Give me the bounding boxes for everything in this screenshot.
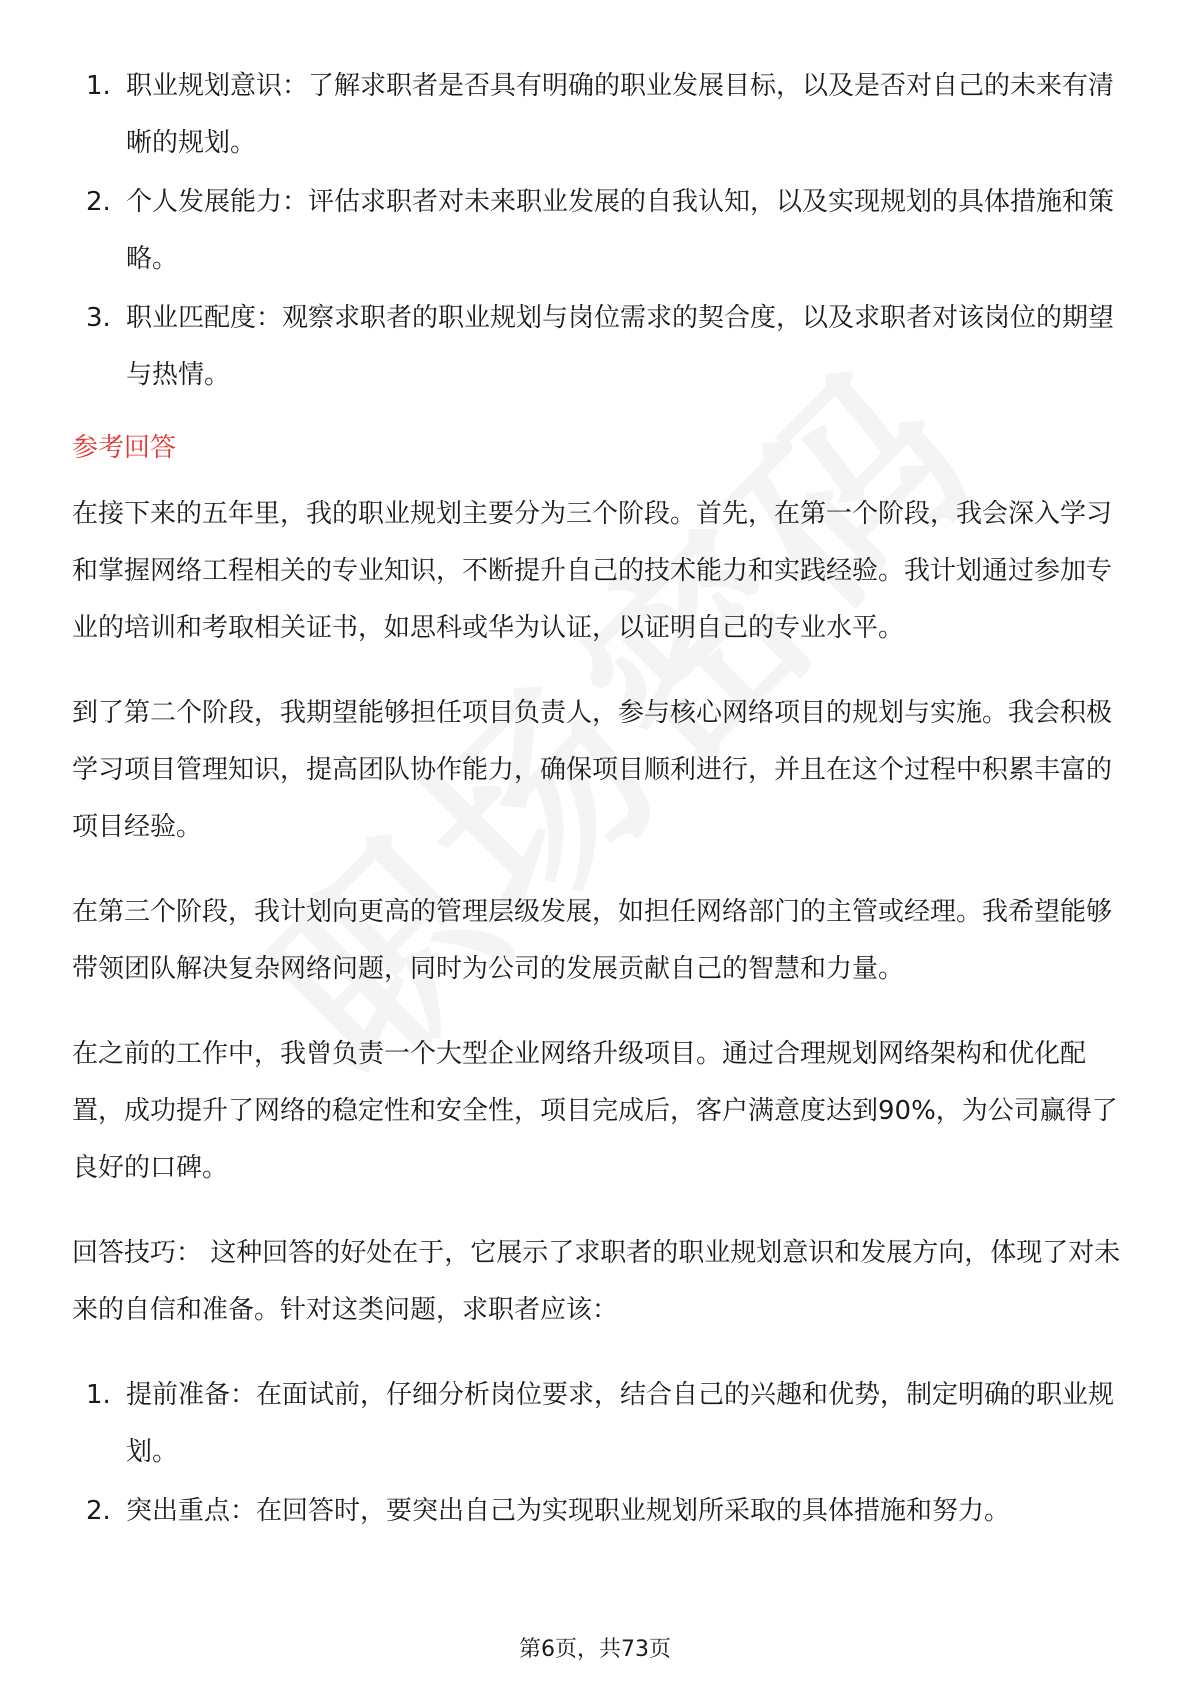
- list-item: [72, 174, 1122, 288]
- paragraph: 在接下来的五年里，我的职业规划主要分为三个阶段。首先，在第一个阶段，我会深入学习和掌握网络工程相关的专业知识，不断提升自己的技术能力和实践经验。我计划通过参加专业的培训和考取相关证书，如思科或华为认证，以证明自己的专业水平。: [72, 499, 1113, 643]
- list-item: [72, 1483, 1122, 1540]
- list-number: 3.: [86, 303, 111, 333]
- list-item: [72, 1367, 1122, 1481]
- list-number: 2.: [86, 1496, 111, 1526]
- criteria-list: [72, 58, 1122, 404]
- paragraph: 在之前的工作中，我曾负责一个大型企业网络升级项目。通过合理规划网络架构和优化配置，成功提升了网络的稳定性和安全性，项目完成后，客户满意度达到90%，为公司赢得了良好的口碑。: [72, 1039, 1118, 1183]
- list-number: 2.: [86, 187, 111, 217]
- list-item: [72, 58, 1122, 172]
- list-item-text: 职业匹配度：观察求职者的职业规划与岗位需求的契合度，以及求职者对该岗位的期望与热情。: [126, 303, 1115, 390]
- paragraph: 回答技巧： 这种回答的好处在于，它展示了求职者的职业规划意识和发展方向，体现了对未来的自信和准备。针对这类问题，求职者应该：: [72, 1238, 1121, 1325]
- document-body: [72, 58, 1122, 1542]
- list-item-text: 职业规划意识：了解求职者是否具有明确的职业发展目标，以及是否对自己的未来有清晰的规划。: [126, 71, 1115, 158]
- list-item-text: 提前准备：在面试前，仔细分析岗位要求，结合自己的兴趣和优势，制定明确的职业规划。: [126, 1380, 1115, 1467]
- list-item-text: 突出重点：在回答时，要突出自己为实现职业规划所采取的具体措施和努力。: [126, 1496, 1011, 1526]
- list-item: [72, 290, 1122, 404]
- tips-list: [72, 1367, 1122, 1540]
- paragraph: 在第三个阶段，我计划向更高的管理层级发展，如担任网络部门的主管或经理。我希望能够带领团队解决复杂网络问题，同时为公司的发展贡献自己的智慧和力量。: [72, 897, 1113, 984]
- section-heading: 参考回答: [72, 433, 177, 463]
- list-number: 1.: [86, 71, 111, 101]
- paragraph: 到了第二个阶段，我期望能够担任项目负责人，参与核心网络项目的规划与实施。我会积极学习项目管理知识，提高团队协作能力，确保项目顺利进行，并且在这个过程中积累丰富的项目经验。: [72, 698, 1113, 842]
- page-footer: 第6页，共73页: [519, 1637, 671, 1662]
- list-number: 1.: [86, 1380, 111, 1410]
- list-item-text: 个人发展能力：评估求职者对未来职业发展的自我认知，以及实现规划的具体措施和策略。: [126, 187, 1115, 274]
